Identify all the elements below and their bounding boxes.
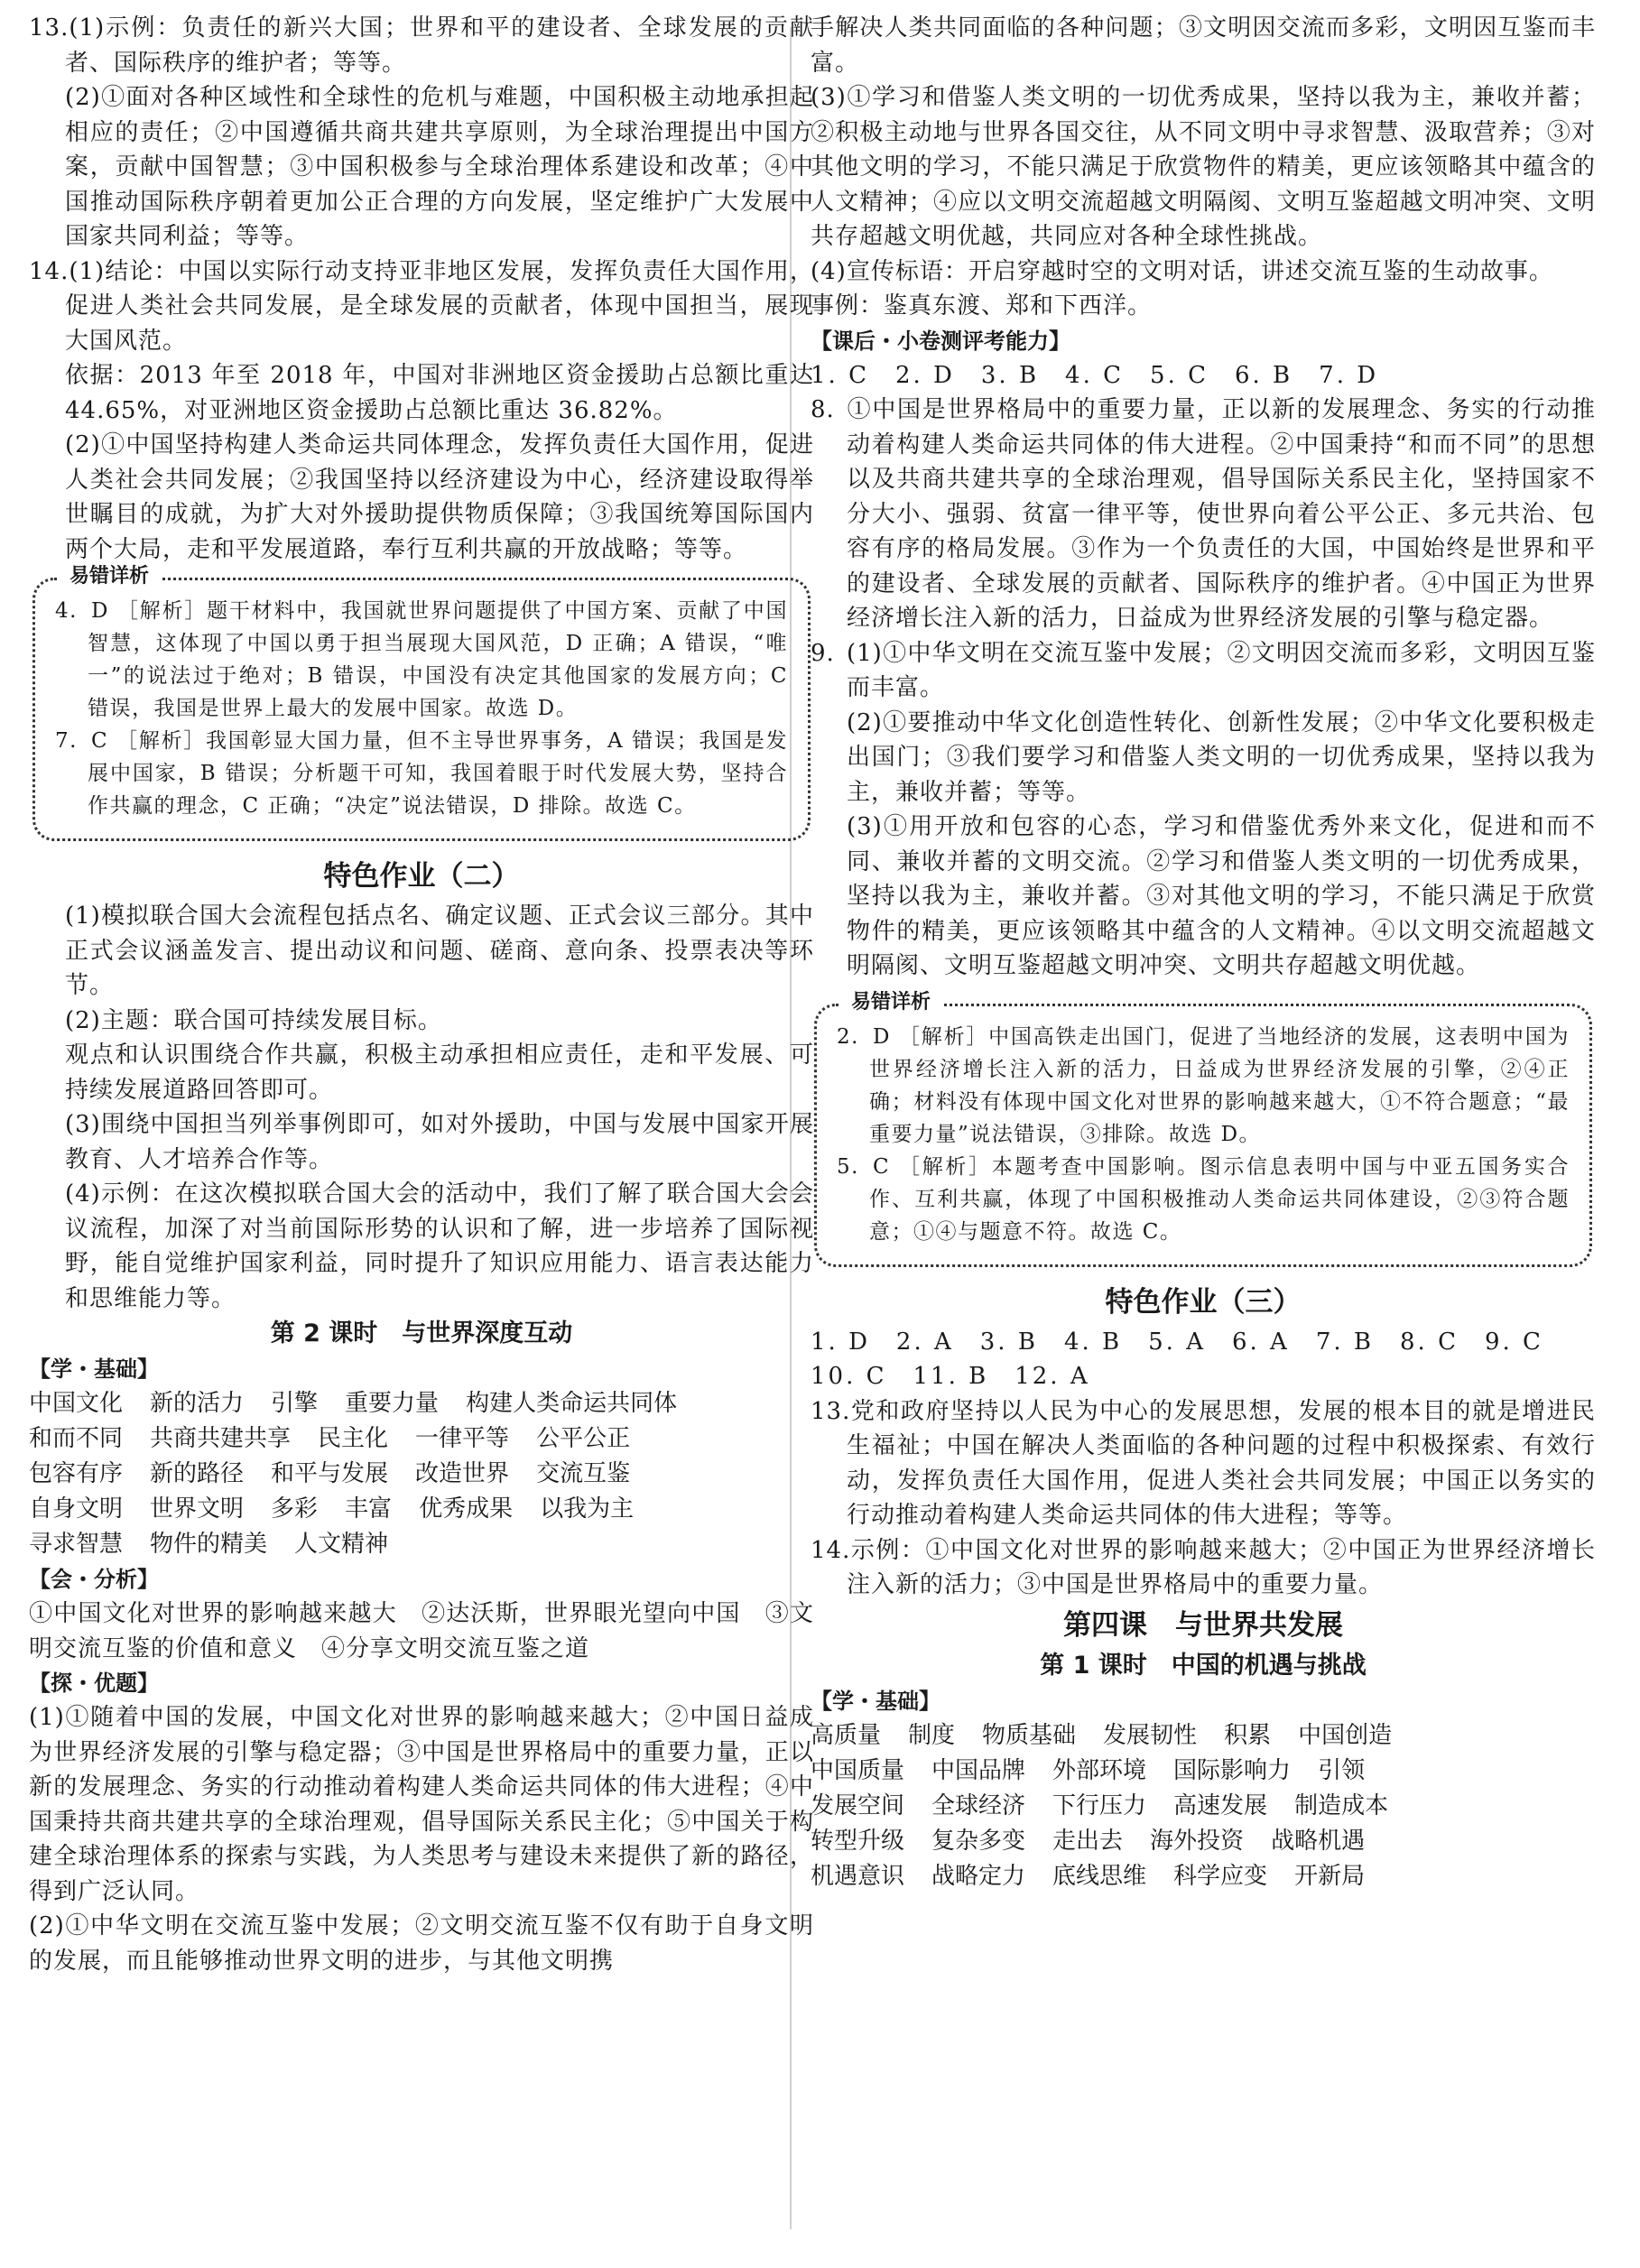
q9-answer-part3: (3)①用开放和包容的心态，学习和借鉴优秀外来文化，促进和而不同、兼收并蓄的文明交流。②学习和借鉴人类文明的一切优秀成果，坚持以我为主，兼收并蓄。③对其他文明的学习，不能只满足于欣赏物件的精美，更应该领略其中蕴含的人文精神。④以文明交流超越文明隔阂、文明互鉴超越文明冲突、文明共存超越文明优越。 [847, 813, 1596, 979]
error-analysis-box-2 [814, 990, 1592, 1267]
error-analysis-item: 4. D ［解析］题干材料中，我国就世界问题提供了中国方案、贡献了中国智慧，这体现了中国以勇于担当展现大国风范，D 正确；A 错误，“唯一”的说法过于绝对；B 错误，中国没有决定其他国家的发展方向；C 错误，我国是世界上最大的发展中国家。故选 D。 [55, 599, 788, 720]
error-analysis-item: 2. D ［解析］中国高铁走出国门，促进了当地经济的发展，这表明中国为世界经济增长注入新的活力，日益成为世界经济发展的引擎，②④正确；材料没有体现中国文化对世界的影响越来越大，①不符合题意；“最重要力量”说法错误，③排除。故选 D。 [837, 1024, 1570, 1146]
terms-row: 转型升级 复杂多变 走出去 海外投资 战略机遇 [811, 1827, 1366, 1855]
section-tag-analysis: 【会・分析】 [29, 1567, 159, 1592]
excellent-q-part3: (3)①学习和借鉴人类文明的一切优秀成果，坚持以我为主，兼收并蓄；②积极主动地与世界各国交往，从不同文明中寻求智慧、汲取营养；③对其他文明的学习，不能只满足于欣赏物件的精美，更应该领略其中蕴含的人文精神；④应以文明交流超越文明隔阂、文明互鉴超越文明冲突、文明共存超越文明优越，共同应对各种全球性挑战。 [811, 84, 1596, 250]
q9-answer-part1: 9. (1)①中华文明在交流互鉴中发展；②文明因交流而多彩，文明因互鉴而丰富。 [811, 639, 1596, 701]
lesson-2-title: 第 2 课时 与世界深度互动 [270, 1319, 573, 1347]
excellent-q-continued: 手解决人类共同面临的各种问题；③文明因交流而多彩，文明因互鉴而丰富。 [811, 14, 1596, 77]
error-analysis-box-1 [32, 565, 811, 841]
excellent-q-part2: (2)①中华文明在交流互鉴中发展；②文明交流互鉴不仅有助于自身文明的发展，而且能够推动世界文明的进步，与其他文明携 [29, 1912, 814, 1975]
terms-row: 中国质量 中国品牌 外部环境 国际影响力 引领 [811, 1756, 1366, 1784]
error-analysis-item: 5. C ［解析］本题考查中国影响。图示信息表明中国与中亚五国务实合作、互利共赢，体现了中国积极推动人类命运共同体建设，②③符合题意；①④与题意不符。故选 C。 [837, 1154, 1570, 1244]
hw2-item: (1)模拟联合国大会流程包括点名、确定议题、正式会议三部分。其中正式会议涵盖发言、提出动议和问题、磋商、意向条、投票表决等环节。 [65, 903, 814, 999]
q9-answer-part2: (2)①要推动中华文化创造性转化、创新性发展；②中华文化要积极走出国门；③我们要学习和借鉴人类文明的一切优秀成果，坚持以我为主，兼收并蓄；等等。 [847, 708, 1596, 806]
section-tag-excellent: 【探・优题】 [29, 1671, 159, 1696]
excellent-q-part1: (1)①随着中国的发展，中国文化对世界的影响越来越大；②中国日益成为世界经济发展的引擎与稳定器；③中国是世界格局中的重要力量，正以新的发展理念、务实的行动推动着构建人类命运共同体的伟大进程；④中国秉持共商共建共享的全球治理观，倡导国际关系民主化；⑤中国关于构建全球治理体系的探索与实践，为人类思考与建设未来提供了新的路径，得到广泛认同。 [29, 1704, 814, 1905]
terms-row: 包容有序 新的路径 和平与发展 改造世界 交流互鉴 [29, 1460, 631, 1487]
hw3-choice-answers: 1. D 2. A 3. B 4. B 5. A 6. A 7. B 8. C 9. C [811, 1328, 1543, 1356]
terms-row: 和而不同 共商共建共享 民主化 一律平等 公平公正 [29, 1425, 631, 1452]
hw3-q14: 14.示例：①中国文化对世界的影响越来越大；②中国正为世界经济增长注入新的活力；③中国是世界格局中的重要力量。 [811, 1536, 1596, 1598]
q8-answer: 8. ①中国是世界格局中的重要力量，正以新的发展理念、务实的行动推动着构建人类命运共同体的伟大进程。②中国秉持“和而不同”的思想以及共商共建共享的全球治理观，倡导国际关系民主化，坚持国家不分大小、强弱、贫富一律平等，使世界向着公平公正、多元共治、包容有序的格局发展。③作为一个负责任的大国，中国始终是世界和平的建设者、全球发展的贡献者、国际秩序的维护者。④中国正为世界经济增长注入新的活力，日益成为世界经济发展的引擎与稳定器。 [811, 396, 1596, 632]
q13-part2: (2)①面对各种区域性和全球性的危机与难题，中国积极主动地承担起相应的责任；②中国遵循共商共建共享原则，为全球治理提出中国方案，贡献中国智慧；③中国积极参与全球治理体系建设和改革；④中国推动国际秩序朝着更加公正合理的方向发展，坚定维护广大发展中国家共同利益；等等。 [65, 84, 814, 250]
error-analysis-title: 易错详析 [840, 988, 941, 1017]
special-homework-3-title: 特色作业（三） [1105, 1285, 1302, 1319]
q14-part1: 14.(1)结论：中国以实际行动支持亚非地区发展，发挥负责任大国作用，促进人类社会共同发展，是全球发展的贡献者，体现中国担当，展现大国风范。 [29, 257, 814, 355]
q14-part2: (2)①中国坚持构建人类命运共同体理念，发挥负责任大国作用，促进人类社会共同发展；②我国坚持以经济建设为中心，经济建设取得举世瞩目的成就，为扩大对外援助提供物质保障；③我国统筹国际国内两个大局，走和平发展道路，奉行互利共赢的开放战略；等等。 [65, 431, 814, 563]
special-homework-2-title: 特色作业（二） [323, 860, 520, 893]
left-column [29, 11, 814, 1978]
hw2-item: (4)示例：在这次模拟联合国大会的活动中，我们了解了联合国大会会议流程，加深了对当前国际形势的认识和了解，进一步培养了国际视野，能自觉维护国家利益，同时提升了知识应用能力、语言表达能力和思维能力等。 [65, 1180, 814, 1312]
section-tag-basics: 【学・基础】 [29, 1356, 159, 1382]
section-tag-basics: 【学・基础】 [811, 1688, 940, 1714]
terms-row: 发展空间 全球经济 下行压力 高速发展 制造成本 [811, 1791, 1389, 1819]
excellent-q-part4: (4)宣传标语：开启穿越时空的文明对话，讲述交流互鉴的生动故事。 [811, 257, 1553, 285]
choice-answers: 1. C 2. D 3. B 4. C 5. C 6. B 7. D [811, 361, 1379, 389]
terms-row: 高质量 制度 物质基础 发展韧性 积累 中国创造 [811, 1721, 1393, 1749]
q13-part1: 13.(1)示例：负责任的新兴大国；世界和平的建设者、全球发展的贡献者、国际秩序的维护者；等等。 [29, 14, 814, 77]
hw2-item: (3)围绕中国担当列举事例即可，如对外援助，中国与发展中国家开展教育、人才培养合作等。 [65, 1111, 814, 1173]
lesson-4-subtitle: 第 1 课时 中国的机遇与挑战 [1040, 1651, 1367, 1680]
hw2-item: (2)主题：联合国可持续发展目标。 [65, 1006, 442, 1034]
hw2-item: 观点和认识围绕合作共赢，积极主动承担相应责任，走和平发展、可持续发展道路回答即可。 [65, 1041, 814, 1104]
hw3-choice-answers: 10. C 11. B 12. A [811, 1363, 1090, 1390]
basics-terms [29, 1386, 814, 1562]
basics-terms [811, 1718, 1596, 1894]
right-column [811, 11, 1596, 1894]
terms-row: 机遇意识 战略定力 底线思维 科学应变 开新局 [811, 1862, 1366, 1890]
error-analysis-item: 7. C ［解析］我国彰显大国力量，但不主导世界事务，A 错误；我国是发展中国家，B 错误；分析题干可知，我国着眼于时代发展大势，坚持合作共赢的理念，C 正确；“决定”说法错误，D 排除。故选 C。 [55, 729, 788, 818]
excellent-q-example: 事例：鉴真东渡、郑和下西洋。 [811, 292, 1153, 319]
terms-row: 寻求智慧 物件的精美 人文精神 [29, 1531, 389, 1558]
analysis-text: ①中国文化对世界的影响越来越大 ②达沃斯，世界眼光望向中国 ③文明交流互鉴的价值和意义 ④分享文明交流互鉴之道 [29, 1600, 814, 1662]
section-tag-after-class-test: 【课后・小卷测评考能力】 [811, 328, 1070, 354]
terms-row: 中国文化 新的活力 引擎 重要力量 构建人类命运共同体 [29, 1390, 678, 1417]
q14-basis: 依据：2013 年至 2018 年，中国对非洲地区资金援助占总额比重达 44.65%，对亚洲地区资金援助占总额比重达 36.82%。 [65, 362, 814, 424]
terms-row: 自身文明 世界文明 多彩 丰富 优秀成果 以我为主 [29, 1495, 635, 1523]
lesson-4-title: 第四课 与世界共发展 [1063, 1608, 1343, 1642]
error-analysis-title: 易错详析 [59, 562, 160, 591]
hw3-q13: 13.党和政府坚持以人民为中心的发展思想，发展的根本目的就是增进民生福祉；中国在解决人类面临的各种问题的过程中积极探索、有效行动，发挥负责任大国作用，促进人类社会共同发展；中国正以务实的行动推动着构建人类命运共同体的伟大进程；等等。 [811, 1397, 1596, 1529]
